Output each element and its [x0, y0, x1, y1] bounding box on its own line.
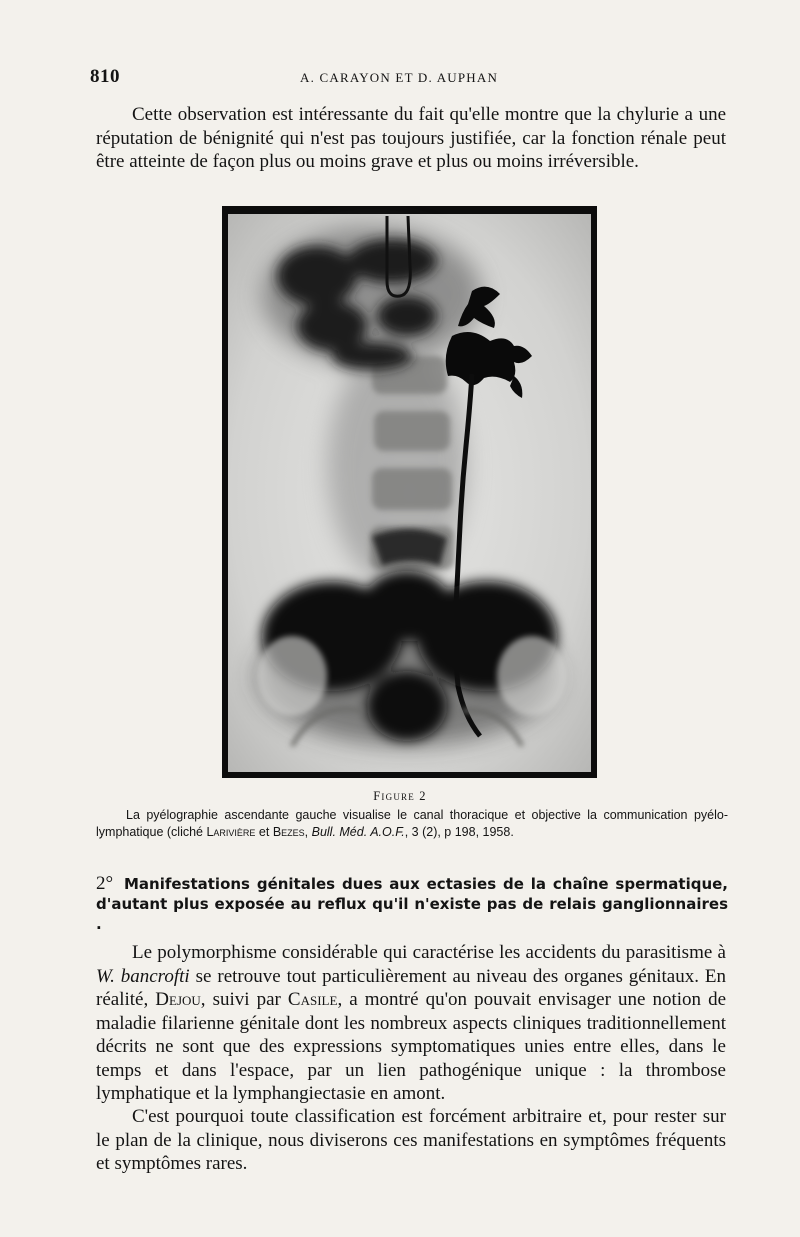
intro-paragraph: Cette observation est intéressante du fait qu'elle montre que la chylurie a une réputation de bénignité qui n'est pas toujours justifiée, car la fonction rénale peut être atteinte de façon plus ou moins grave et plus ou moins irréversible. — [96, 104, 726, 172]
body-paragraph-2: C'est pourquoi toute classification est forcément arbitraire et, pour rester sur le plan de la clinique, nous diviserons ces manifestations en symptômes fréquents et symptômes rares. — [96, 1106, 726, 1174]
paragraph-text: , suivi par — [200, 989, 288, 1010]
radiograph-figure — [222, 206, 597, 778]
section-heading — [96, 874, 728, 934]
caption-and: et — [255, 825, 273, 839]
paragraph-text: Le polymorphisme considérable qui caractérise les accidents du parasitisme à — [132, 942, 726, 963]
running-head: A. CARAYON ET D. AUPHAN — [300, 70, 499, 85]
caption-reference: , 3 (2), p 198, 1958. — [404, 825, 514, 839]
section-title: Manifestations génitales dues aux ectasies de la chaîne spermatique, d'autant plus exposée au reflux qu'il n'existe pas de relais ganglionnaires . — [96, 875, 728, 933]
author-name: Dejou — [155, 989, 201, 1010]
section-number: 2° — [96, 873, 114, 894]
figure-caption — [96, 807, 728, 841]
paragraph-text: , a montré qu'on pouvait envisager une notion de maladie filarienne génitale dont les nombreux aspects cliniques traditionnellement décrits ne sont que des expressions symptomatiques unies entre elles, dans le temps et dans l'espace, par un lien pathogénique unique : la thrombose lymphatique et la lymphangiectasie en amont. — [96, 989, 727, 1104]
paragraph-text: se retrouve tout particulièrement au niveau des organes génitaux. En réalité, — [96, 965, 727, 1010]
caption-text: La pyélographie ascendante gauche visualise le canal thoracique et objective la communication pyélo-lymphatique (cliché — [96, 808, 728, 839]
author-name: Casile — [287, 989, 338, 1010]
body-paragraph-1 — [96, 941, 726, 1106]
species-name: W. bancrofti — [96, 965, 190, 987]
page-number: 810 — [90, 66, 120, 87]
caption-author-2: Bezes — [272, 825, 305, 839]
pyelography-image — [222, 206, 597, 778]
caption-journal: Bull. Méd. A.O.F. — [311, 825, 405, 839]
caption-separator: , — [304, 825, 312, 839]
figure-label: Figure 2 — [373, 789, 427, 803]
caption-author-1: Larivière — [206, 825, 256, 839]
